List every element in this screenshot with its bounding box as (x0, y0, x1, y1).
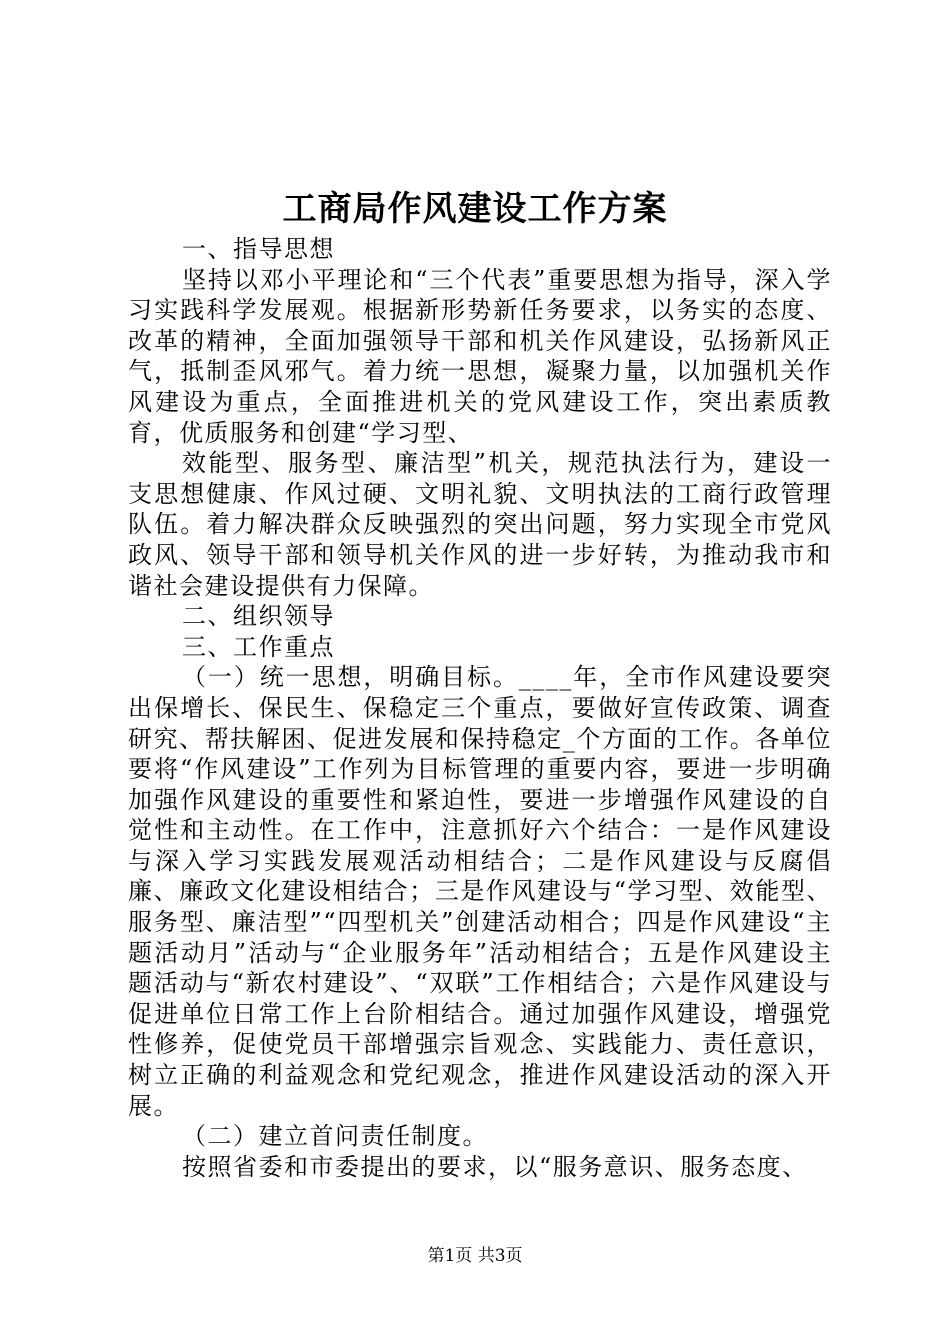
body-paragraph: 坚持以邓小平理论和“三个代表”重要思想为指导，深入学习实践科学发展观。根据新形势新任务要求，以务实的态度、改革的精神，全面加强领导干部和机关作风建设，弘扬新风正气，抵制歪风邪气。着力统一思想，凝聚力量，以加强机关作风建设为重点，全面推进机关的党风建设工作，突出素质教育，优质服务和创建“学习型、 (128, 265, 832, 447)
page-footer: 第1页 共3页 (427, 1246, 523, 1266)
body-paragraph: 效能型、服务型、廉洁型”机关，规范执法行为，建设一支思想健康、作风过硬、文明礼貌、文明执法的工商行政管理队伍。着力解决群众反映强烈的突出问题，努力实现全市党风政风、领导干部和领导机关作风的进一步好转，为推动我市和谐社会建设提供有力保障。 (128, 449, 832, 600)
document-body (128, 234, 832, 1182)
body-paragraph: （一）统一思想，明确目标。____年，全市作风建设要突出保增长、保民生、保稳定三个重点，要做好宣传政策、调查研究、帮扶解困、促进发展和保持稳定_个方面的工作。各单位要将“作风建设”工作列为目标管理的重要内容，要进一步明确加强作风建设的重要性和紧迫性，要进一步增强作风建设的自觉性和主动性。在工作中，注意抓好六个结合：一是作风建设与深入学习实践发展观活动相结合；二是作风建设与反腐倡廉、廉政文化建设相结合；三是作风建设与“学习型、效能型、服务型、廉洁型”“四型机关”创建活动相合；四是作风建设“主题活动月”活动与“企业服务年”活动相结合；五是作风建设主题活动与“新农村建设”、“双联”工作相结合；六是作风建设与促进单位日常工作上台阶相结合。通过加强作风建设，增强党性修养，促使党员干部增强宗旨观念、实践能力、责任意识，树立正确的利益观念和党纪观念，推进作风建设活动的深入开展。 (128, 663, 832, 1120)
section-heading-work-focus: 三、工作重点 (182, 632, 335, 661)
section-heading-organization: 二、组织领导 (182, 602, 335, 631)
subsection-heading: （二）建立首问责任制度。 (182, 1122, 488, 1151)
document-title: 工商局作风建设工作方案 (282, 189, 668, 229)
section-heading-guiding-ideology: 一、指导思想 (182, 235, 335, 263)
body-paragraph: 按照省委和市委提出的要求，以“服务意识、服务态度、 (182, 1152, 808, 1181)
